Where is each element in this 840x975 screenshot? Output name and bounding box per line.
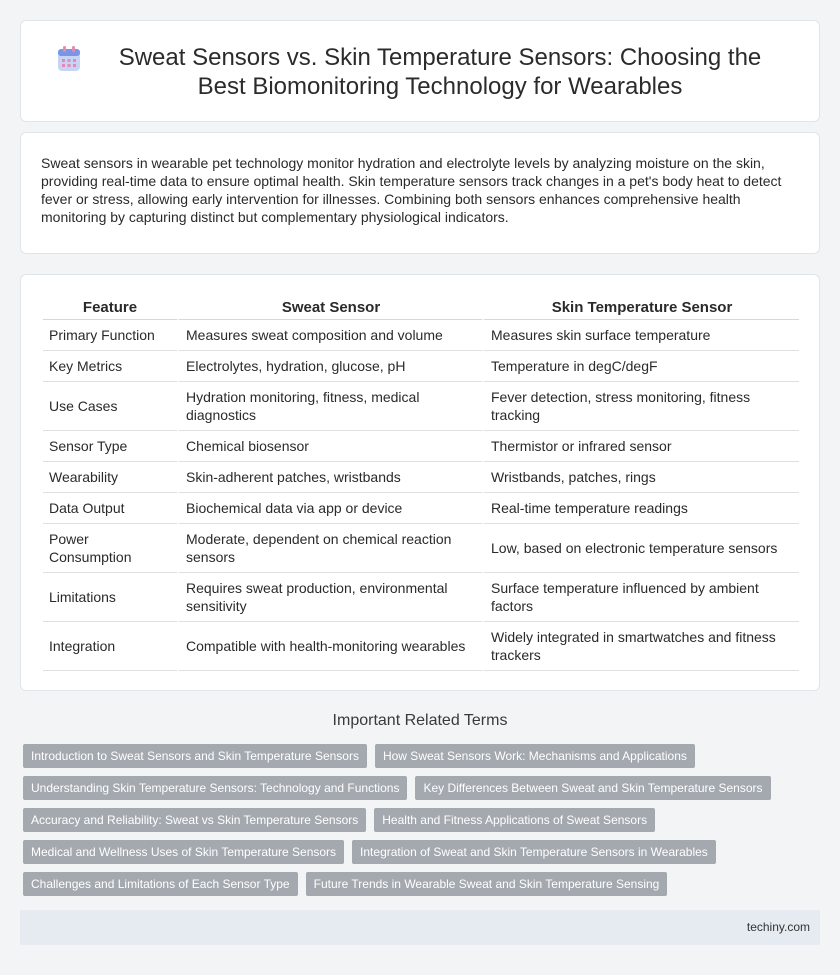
footer (20, 910, 820, 945)
table-cell: Power Consumption (43, 524, 177, 573)
table-cell: Primary Function (43, 320, 177, 351)
table-row (43, 524, 799, 573)
related-term-link[interactable]: Challenges and Limitations of Each Sensor Type (23, 872, 298, 896)
related-term-link[interactable]: Future Trends in Wearable Sweat and Skin Temperature Sensing (306, 872, 668, 896)
table-cell: Hydration monitoring, fitness, medical diagnostics (177, 382, 482, 431)
table-cell: Thermistor or infrared sensor (482, 431, 799, 462)
header-sweat-sensor: Sweat Sensor (177, 295, 482, 320)
comparison-table-card (20, 274, 820, 691)
related-term-link[interactable]: Medical and Wellness Uses of Skin Temperature Sensors (23, 840, 344, 864)
intro-paragraph: Sweat sensors in wearable pet technology monitor hydration and electrolyte levels by analyzing moisture on the skin, providing real-time data to ensure optimal health. Skin temperature sensors track changes in a pet's body heat to detect fever or stress, allowing early intervention for illnesses. Combining both sensors enhances comprehensive health monitoring by capturing distinct but complementary physiological indicators. (41, 155, 782, 225)
intro-card (20, 132, 820, 254)
comparison-table (43, 295, 799, 671)
table-cell: Compatible with health-monitoring wearables (177, 622, 482, 671)
header-skin-temperature-sensor: Skin Temperature Sensor (482, 295, 799, 320)
related-terms-title: Important Related Terms (332, 712, 508, 729)
header-feature: Feature (43, 295, 177, 320)
related-term-link[interactable]: Health and Fitness Applications of Sweat Sensors (374, 808, 655, 832)
table-cell: Skin-adherent patches, wristbands (177, 462, 482, 493)
table-cell: Moderate, dependent on chemical reaction sensors (177, 524, 482, 573)
related-term-link[interactable]: Integration of Sweat and Skin Temperature Sensors in Wearables (352, 840, 716, 864)
table-row (43, 493, 799, 524)
table-row (43, 351, 799, 382)
table-cell: Measures sweat composition and volume (177, 320, 482, 351)
table-row (43, 462, 799, 493)
related-term-link[interactable]: Accuracy and Reliability: Sweat vs Skin Temperature Sensors (23, 808, 366, 832)
table-row (43, 622, 799, 671)
table-cell: Biochemical data via app or device (177, 493, 482, 524)
related-term-link[interactable]: Understanding Skin Temperature Sensors: Technology and Functions (23, 776, 407, 800)
table-cell: Wristbands, patches, rings (482, 462, 799, 493)
table-cell: Use Cases (43, 382, 177, 431)
table-cell: Sensor Type (43, 431, 177, 462)
table-cell: Limitations (43, 573, 177, 622)
table-row (43, 431, 799, 462)
table-row (43, 573, 799, 622)
table-cell: Chemical biosensor (177, 431, 482, 462)
table-cell: Real-time temperature readings (482, 493, 799, 524)
table-cell: Temperature in degC/degF (482, 351, 799, 382)
page-title: Sweat Sensors vs. Skin Temperature Sensors: Choosing the Best Biomonitoring Technology for Wearables (118, 44, 762, 100)
table-cell: Surface temperature influenced by ambient factors (482, 573, 799, 622)
table-cell: Low, based on electronic temperature sensors (482, 524, 799, 573)
table-cell: Data Output (43, 493, 177, 524)
table-cell: Integration (43, 622, 177, 671)
table-cell: Fever detection, stress monitoring, fitness tracking (482, 382, 799, 431)
related-term-link[interactable]: Key Differences Between Sweat and Skin Temperature Sensors (415, 776, 770, 800)
table-cell: Requires sweat production, environmental sensitivity (177, 573, 482, 622)
related-term-link[interactable]: How Sweat Sensors Work: Mechanisms and Applications (375, 744, 695, 768)
table-cell: Measures skin surface temperature (482, 320, 799, 351)
related-terms-list (23, 744, 803, 904)
footer-brand[interactable]: techiny.com (746, 920, 810, 934)
table-row (43, 382, 799, 431)
table-row (43, 320, 799, 351)
table-header-row (43, 295, 799, 320)
table-cell: Wearability (43, 462, 177, 493)
title-card (20, 20, 820, 122)
table-cell: Widely integrated in smartwatches and fitness trackers (482, 622, 799, 671)
related-term-link[interactable]: Introduction to Sweat Sensors and Skin Temperature Sensors (23, 744, 367, 768)
table-cell: Electrolytes, hydration, glucose, pH (177, 351, 482, 382)
table-cell: Key Metrics (43, 351, 177, 382)
